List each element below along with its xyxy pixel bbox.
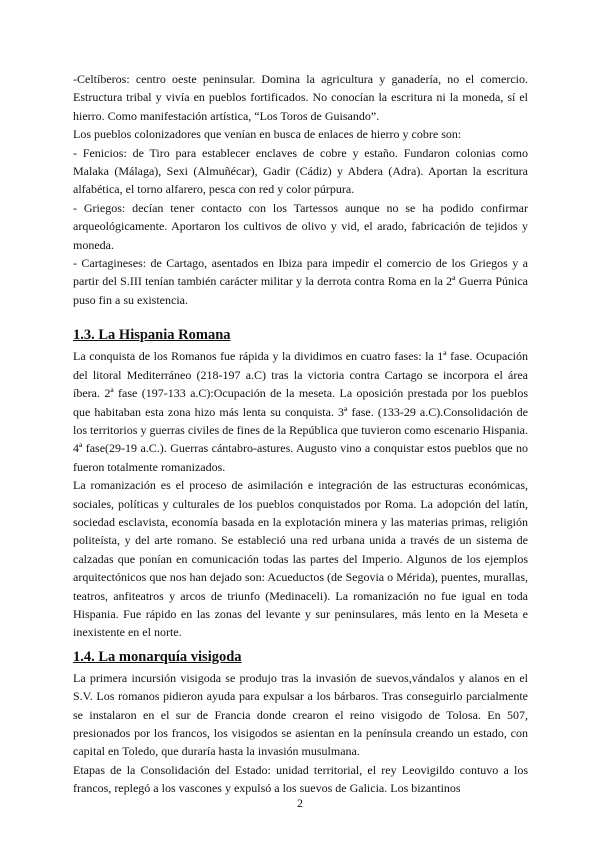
paragraph-incursion-visigoda: La primera incursión visigoda se produjo tras la invasión de suevos,vándalos y alanos en el S.V. Los romanos pidieron ayuda para expulsar a los bárbaros. Tras conseguirlo parcialmente se instalaron en el sur de Francia donde crearon el reino visigodo de Tolosa. En 507, presionados por los francos, los visigodos se asientan en la península creando un estado, con capital en Toledo, que duraría hasta la invasión musulmana. bbox=[73, 670, 528, 759]
paragraph-cartagineses: - Cartagineses: de Cartago, asentados en Ibiza para impedir el comercio de los Griegos y a partir del S.III tenían también carácter militar y la derrota contra Roma en la 2ª Guerra Púnica puso fin a su existencia. bbox=[73, 256, 528, 307]
page-number: 2 bbox=[297, 796, 303, 810]
intro-block bbox=[73, 70, 528, 309]
paragraph-griegos: - Griegos: decían tener contacto con los Tartessos aunque no se ha podido confirmar arqueológicamente. Aportaron los cultivos de olivo y vid, el arado, fabricación de tejidos y moneda. bbox=[73, 200, 528, 252]
section-hispania-romana bbox=[73, 347, 528, 642]
paragraph-etapas-consolidacion: Etapas de la Consolidación del Estado: unidad territorial, el rey Leovigildo contuvo a los francos, replegó a los vascones y expulsó a los suevos de Galicia. Los bizantinos bbox=[73, 762, 528, 796]
paragraph-colonizadores: Los pueblos colonizadores que venían en busca de enlaces de hierro y cobre son: bbox=[73, 127, 462, 142]
paragraph-conquista: La conquista de los Romanos fue rápida y la dividimos en cuatro fases: la 1ª fase. Ocupación del litoral Mediterráneo (218-197 a.C) tras la victoria contra Cartago se incorpora el área íbera. 2ª fase (197-133 a.C):Ocupación de la meseta. La oposición prestada por los pueblos que habitaban esta zona hizo más lenta su conquista. 3ª fase. (133-29 a.C).Consolidación de los territorios y guerras civiles de fines de la República que tuvieron como escenario Hispania. 4ª fase(29-19 a.C.). Guerras cántabro-astures. Augusto vino a conquistar estos pueblos que no fueron totalmente romanizados. bbox=[73, 349, 528, 474]
heading-monarquia-visigoda: 1.4. La monarquía visigoda bbox=[73, 648, 242, 665]
paragraph-celtiberos: -Celtíberos: centro oeste peninsular. Domina la agricultura y ganadería, no el comercio. Estructura tribal y vivía en pueblos fortificados. No conocían la escritura ni la moneda, sí el hierro. Como manifestación artística, “Los Toros de Guisando”. bbox=[73, 72, 528, 123]
paragraph-romanizacion: La romanización es el proceso de asimilación e integración de las estructuras económicas, sociales, políticas y culturales de los pueblos conquistados por Roma. La adopción del latín, sociedad esclavista, economía basada en la explotación minera y las materias primas, religión politeísta, y del arte romano. Se estableció una red urbana unida a través de un sistema de calzadas que ponían en comunicación todas las partes del Imperio. Algunos de los ejemplos arquitectónicos que nos han dejado son: Acueductos (de Segovia o Mérida), puentes, murallas, teatros, anfiteatros y arcos de triunfo (Medinaceli). La romanización no fue igual en toda Hispania. Fue rápido en las zonas del levante y sur peninsulares, más lento en la Meseta e inexistente en el norte. bbox=[73, 478, 528, 640]
heading-hispania-romana: 1.3. La Hispania Romana bbox=[73, 327, 231, 344]
paragraph-fenicios: - Fenicios: de Tiro para establecer enclaves de cobre y estaño. Fundaron colonias como Malaka (Málaga), Sexi (Almuñécar), Gadir (Cádiz) y Abdera (Adra). Aportan la escritura alfabética, el torno alfarero, pesca con red y color púrpura. bbox=[73, 145, 528, 197]
section-monarquia-visigoda bbox=[73, 669, 528, 798]
